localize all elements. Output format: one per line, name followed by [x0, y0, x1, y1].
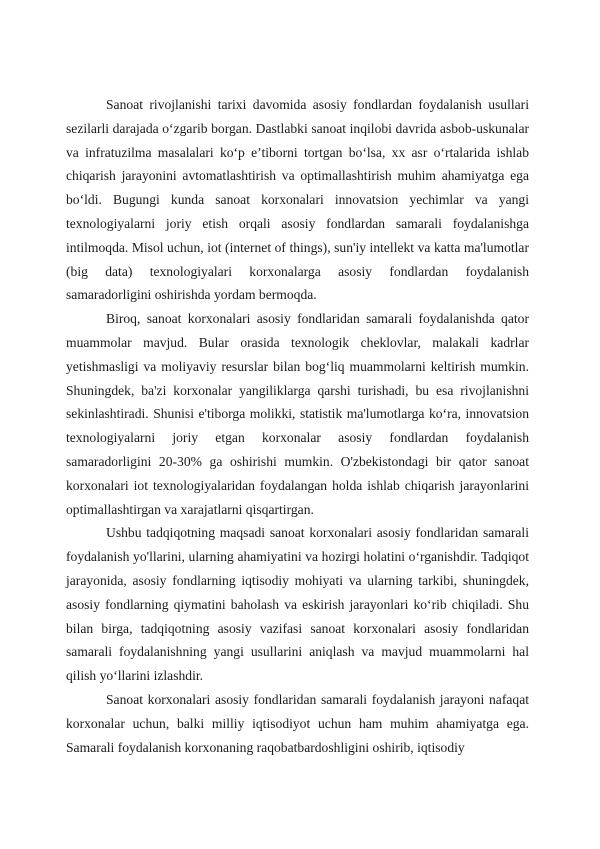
paragraph-4: Sanoat korxonalari asosiy fondlaridan samarali foydalanish jarayoni nafaqat korxonalar uchun, balki milliy iqtisodiyot uchun ham muhim ahamiyatga ega. Samarali foydalanish korxonaning raqobatbardoshligini oshirib, iqtisodiy — [66, 691, 529, 755]
body-text — [66, 93, 529, 759]
paragraph-2: Biroq, sanoat korxonalari asosiy fondlaridan samarali foydalanishda qator muammolar mavjud. Bular orasida texnologik cheklovlar, malakali kadrlar yetishmasligi va moliyaviy resurslar bilan bog‘liq muammolarni keltirish mumkin. Shuningdek, ba'zi korxonalar yangiliklarga qarshi turishadi, bu esa rivojlanishni sekinlashtiradi. Shunisi e'tiborga molikki, statistik ma'lumotlarga ko‘ra, innovatsion texnologiyalarni joriy etgan korxonalar asosiy fondlardan foydalanish samaradorligini 20-30% ga oshirishi mumkin. O'zbekistondagi bir qator sanoat korxonalari iot texnologiyalaridan foydalangan holda ishlab chiqarish jarayonlarini optimallashtirgan va xarajatlarni qisqartirgan. — [66, 311, 529, 517]
paragraph-1: Sanoat rivojlanishi tarixi davomida asosiy fondlardan foydalanish usullari sezilarli darajada o‘zgarib borgan. Dastlabki sanoat inqilobi davrida asbob-uskunalar va infratuzilma masalalari ko‘p e’tiborni tortgan bo‘lsa, xx asr o‘rtalarida ishlab chiqarish jarayonini avtomatlashtirish va optimallashtirish muhim ahamiyatga ega bo‘ldi. Bugungi kunda sanoat korxonalari innovatsion yechimlar va yangi texnologiyalarni joriy etish orqali asosiy fondlardan samarali foydalanishga intilmoqda. Misol uchun, iot (internet of things), sun'iy intellekt va katta ma'lumotlar (big data) texnologiyalari korxonalarga asosiy fondlardan foydalanish samaradorligini oshirishda yordam bermoqda. — [66, 97, 529, 303]
paragraph-3: Ushbu tadqiqotning maqsadi sanoat korxonalari asosiy fondlaridan samarali foydalanish yo'llarini, ularning ahamiyatini va hozirgi holatini o‘rganishdir. Tadqiqot jarayonida, asosiy fondlarning iqtisodiy mohiyati va ularning tarkibi, shuningdek, asosiy fondlarning qiymatini baholash va eskirish jarayonlari ko‘rib chiqiladi. Shu bilan birga, tadqiqotning asosiy vazifasi sanoat korxonalari asosiy fondlaridan samarali foydalanishning yangi usullarini aniqlash va mavjud muammolarni hal qilish yo‘llarini izlashdir. — [66, 525, 529, 684]
